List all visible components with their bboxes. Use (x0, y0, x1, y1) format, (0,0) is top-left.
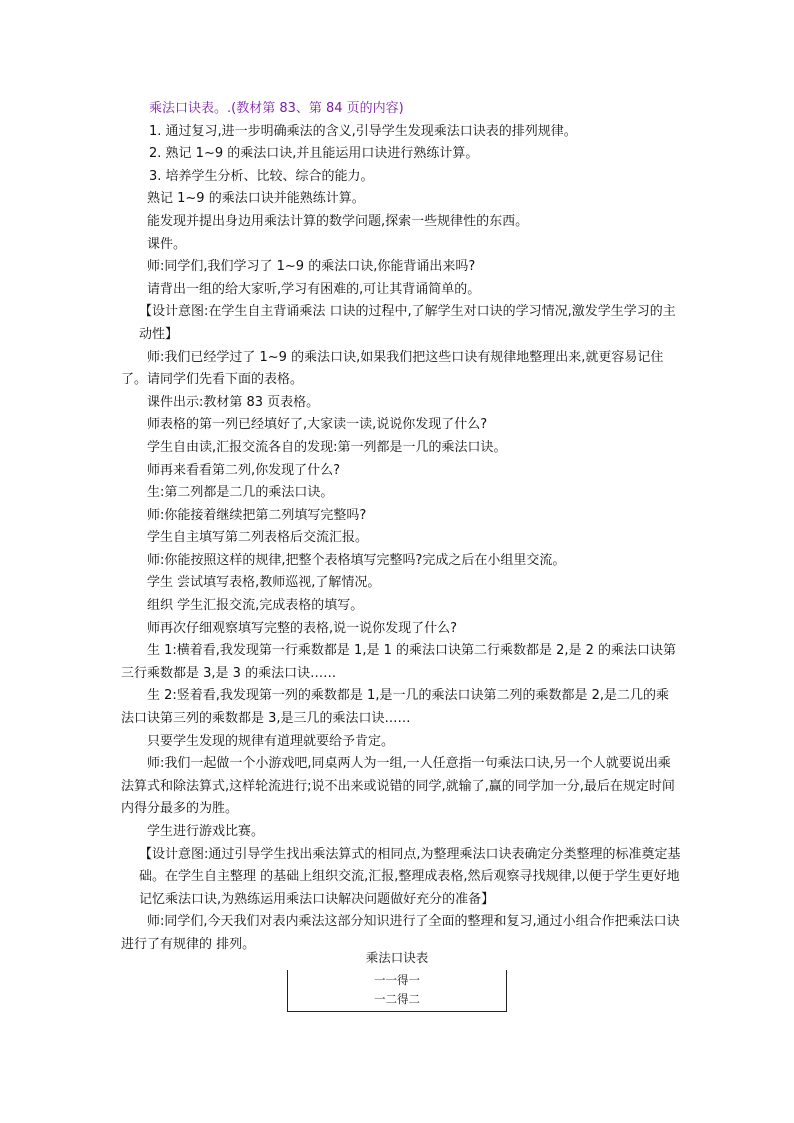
teacher-first-column: 师表格的第一列已经填好了,大家读一读,说说你发现了什么? (147, 417, 488, 433)
student-second-column: 生:第二列都是二几的乘法口诀。 (147, 485, 334, 501)
student-2-finding: 生 2:竖着看,我发现第一列的乘数都是 1,是一几的乘法口诀第二列的乘数都是 2,是二几的乘法口诀第三列的乘数都是 3,是三几的乘法口诀…… (121, 688, 669, 727)
goal-1: 1. 通过复习,进一步明确乘法的含义,引导学生发现乘法口诀表的排列规律。 (149, 123, 577, 139)
teacher-whole-table: 师:你能按照这样的规律,把整个表格填写完整吗?完成之后在小组里交流。 (147, 552, 566, 568)
intro-request: 请背出一组的给大家听,学习有困难的,可让其背诵简单的。 (147, 281, 481, 297)
intro-question: 师:同学们,我们学习了 1~9 的乘法口诀,你能背诵出来吗? (147, 259, 476, 275)
goal-2: 2. 熟记 1~9 的乘法口诀,并且能运用口诀进行熟练计算。 (149, 146, 479, 162)
student-fill: 学生自主填写第二列表格后交流汇报。 (147, 530, 369, 546)
lesson-heading: 乘法口诀表。.(教材第 83、第 84 页的内容) (149, 101, 404, 116)
teacher-fill-request: 师:你能接着继续把第二列填写完整吗? (147, 507, 367, 523)
multiplication-table (287, 948, 507, 1012)
teacher-observe: 师再次仔细观察填写完整的表格,说一说你发现了什么? (147, 620, 458, 636)
teacher-second-column: 师再来看看第二列,你发现了什么? (147, 462, 341, 478)
student-try: 学生 尝试填写表格,教师巡视,了解情况。 (147, 575, 381, 591)
teaching-prep: 课件。 (147, 236, 187, 252)
table-row: 一二得二 (374, 992, 420, 1006)
student-1-finding: 生 1:横着看,我发现第一行乘数都是 1,是 1 的乘法口诀第二行乘数都是 2,是 2 的乘法口诀第三行乘数都是 3,是 3 的乘法口诀…… (121, 643, 677, 681)
student-read: 学生自由读,汇报交流各自的发现:第一列都是一几的乘法口诀。 (147, 439, 507, 455)
teacher-intro-table: 师:我们已经学过了 1~9 的乘法口诀,如果我们把这些口诀有规律地整理出来,就更容易记住了。请同学们先看下面的表格。 (121, 349, 664, 388)
game-play: 学生进行游戏比赛。 (147, 824, 265, 839)
table-box (287, 970, 507, 1012)
design-intent-1: 【设计意图:在学生自主背诵乘法 口诀的过程中,了解学生对口诀的学习情况,激发学生学习的主动性】 (139, 304, 676, 342)
design-intent-2: 【设计意图:通过引导学生找出乘法算式的相同点,为整理乘法口诀表确定分类整理的标准奠定基础。在学生自主整理 的基础上组织交流,汇报,整理成表格,然后观察寻找规律,以便于学生更好地记忆乘法口诀,为熟练运用乘法口诀解决问题做好充分的准备】 (139, 846, 681, 907)
organize-report: 组织 学生汇报交流,完成表格的填写。 (147, 598, 364, 614)
key-point: 熟记 1~9 的乘法口诀并能熟练计算。 (147, 191, 365, 207)
affirm-note: 只要学生发现的规律有道理就要给予肯定。 (147, 733, 395, 749)
goal-3: 3. 培养学生分析、比较、综合的能力。 (149, 168, 374, 184)
table-title: 乘法口诀表 (365, 950, 429, 965)
lesson-content (121, 98, 681, 957)
difficulty: 能发现并提出身边用乘法计算的数学问题,探索一些规律性的东西。 (147, 213, 529, 229)
game-instructions: 师:我们一起做一个小游戏吧,同桌两人为一组,一人任意指一句乘法口诀,另一个人就要说出乘法算式和除法算式,这样轮流进行;说不出来或说错的同学,就输了,赢的同学加一分,最后在规定时间 内得分最多的为胜。 (121, 756, 675, 817)
courseware-display: 课件出示:教材第 83 页表格。 (147, 394, 320, 410)
lesson-summary: 师:同学们,今天我们对表内乘法这部分知识进行了全面的整理和复习,通过小组合作把乘法口诀进行了有规律的 排列。 (121, 914, 680, 952)
table-row: 一一得一 (374, 973, 420, 987)
